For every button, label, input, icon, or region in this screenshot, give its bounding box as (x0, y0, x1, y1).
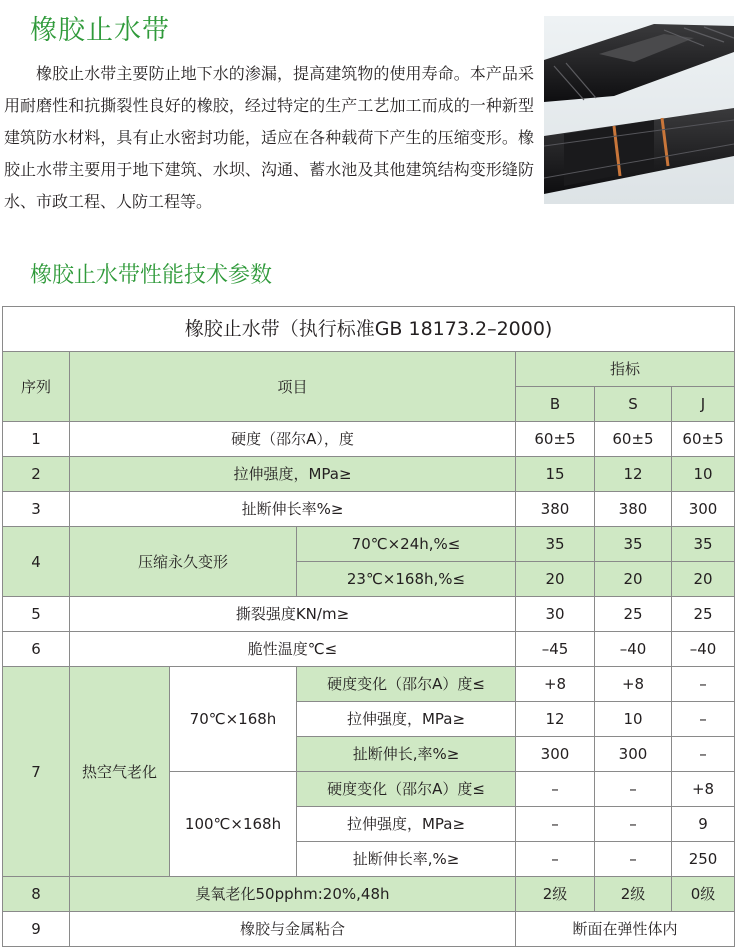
cell-b: 35 (516, 527, 595, 562)
cell-s: 12 (595, 457, 672, 492)
cell-s: – (595, 772, 672, 807)
cell-j: 9 (672, 807, 735, 842)
row-number: 6 (3, 632, 70, 667)
cell-s: – (595, 807, 672, 842)
row-item: 硬度（邵尔A），度 (70, 422, 516, 457)
header-grade-b: B (516, 387, 595, 422)
header-item: 项目 (70, 352, 516, 422)
rubber-waterstop-image (544, 16, 734, 204)
header-seq: 序列 (3, 352, 70, 422)
table-row (3, 912, 735, 947)
row-number: 4 (3, 527, 70, 597)
cell-j: 10 (672, 457, 735, 492)
cell-s: 20 (595, 562, 672, 597)
row-condition: 100℃×168h (170, 772, 297, 877)
row-property: 硬度变化（邵尔A）度≤ (297, 667, 516, 702)
row-condition: 70℃×168h (170, 667, 297, 772)
cell-s: 2级 (595, 877, 672, 912)
cell-s: 10 (595, 702, 672, 737)
table-row (3, 527, 735, 562)
cell-b: – (516, 807, 595, 842)
header-grade-s: S (595, 387, 672, 422)
cell-b: +8 (516, 667, 595, 702)
cell-s: –40 (595, 632, 672, 667)
cell-b: 15 (516, 457, 595, 492)
cell-merged-value: 断面在弹性体内 (516, 912, 735, 947)
cell-j: 35 (672, 527, 735, 562)
row-condition: 70℃×24h,%≤ (297, 527, 516, 562)
row-condition: 23℃×168h,%≤ (297, 562, 516, 597)
cell-j: 60±5 (672, 422, 735, 457)
product-photo (544, 16, 734, 204)
cell-s: 60±5 (595, 422, 672, 457)
row-item: 脆性温度℃≤ (70, 632, 516, 667)
spec-table (2, 306, 735, 947)
cell-s: 300 (595, 737, 672, 772)
cell-b: 380 (516, 492, 595, 527)
cell-b: 12 (516, 702, 595, 737)
row-item: 扯断伸长率%≥ (70, 492, 516, 527)
row-number: 7 (3, 667, 70, 877)
row-item: 拉伸强度，MPa≥ (70, 457, 516, 492)
table-row (3, 877, 735, 912)
table-row (3, 492, 735, 527)
cell-b: 60±5 (516, 422, 595, 457)
table-caption-row (3, 307, 735, 352)
cell-j: –40 (672, 632, 735, 667)
cell-j: 20 (672, 562, 735, 597)
table-row (3, 457, 735, 492)
row-item: 热空气老化 (70, 667, 170, 877)
row-item: 橡胶与金属粘合 (70, 912, 516, 947)
row-property: 扯断伸长,率%≥ (297, 737, 516, 772)
header-grade-j: J (672, 387, 735, 422)
cell-b: 30 (516, 597, 595, 632)
cell-j: 250 (672, 842, 735, 877)
cell-j: – (672, 737, 735, 772)
row-item: 臭氧老化50pphm:20%,48h (70, 877, 516, 912)
cell-s: +8 (595, 667, 672, 702)
cell-b: – (516, 842, 595, 877)
row-number: 9 (3, 912, 70, 947)
table-row (3, 597, 735, 632)
row-number: 3 (3, 492, 70, 527)
row-number: 5 (3, 597, 70, 632)
row-number: 2 (3, 457, 70, 492)
table-row (3, 632, 735, 667)
cell-j: 0级 (672, 877, 735, 912)
table-row (3, 422, 735, 457)
row-item: 压缩永久变形 (70, 527, 297, 597)
cell-j: 300 (672, 492, 735, 527)
cell-j: – (672, 667, 735, 702)
row-property: 拉伸强度，MPa≥ (297, 702, 516, 737)
row-property: 扯断伸长率,%≥ (297, 842, 516, 877)
cell-j: – (672, 702, 735, 737)
cell-j: 25 (672, 597, 735, 632)
cell-b: –45 (516, 632, 595, 667)
header-index: 指标 (516, 352, 735, 387)
cell-s: 25 (595, 597, 672, 632)
intro-paragraph: 橡胶止水带主要防止地下水的渗漏，提高建筑物的使用寿命。本产品采用耐磨性和抗撕裂性良好的橡胶，经过特定的生产工艺加工而成的一种新型建筑防水材料，具有止水密封功能，适应在各种载荷下产生的压缩变形。橡胶止水带主要用于地下建筑、水坝、沟通、蓄水池及其他建筑结构变形缝防水、市政工程、人防工程等。 (4, 64, 534, 211)
cell-s: 380 (595, 492, 672, 527)
row-number: 8 (3, 877, 70, 912)
header-row (3, 352, 735, 387)
cell-b: 300 (516, 737, 595, 772)
cell-s: 35 (595, 527, 672, 562)
cell-b: 20 (516, 562, 595, 597)
section-title: 橡胶止水带性能技术参数 (30, 263, 273, 288)
row-property: 硬度变化（邵尔A）度≤ (297, 772, 516, 807)
row-property: 拉伸强度，MPa≥ (297, 807, 516, 842)
row-number: 1 (3, 422, 70, 457)
cell-b: – (516, 772, 595, 807)
page-title: 橡胶止水带 (30, 15, 170, 46)
table-row (3, 667, 735, 702)
cell-b: 2级 (516, 877, 595, 912)
row-item: 撕裂强度KN/m≥ (70, 597, 516, 632)
cell-s: – (595, 842, 672, 877)
cell-j: +8 (672, 772, 735, 807)
table-caption: 橡胶止水带（执行标准GB 18173.2–2000) (3, 307, 735, 352)
